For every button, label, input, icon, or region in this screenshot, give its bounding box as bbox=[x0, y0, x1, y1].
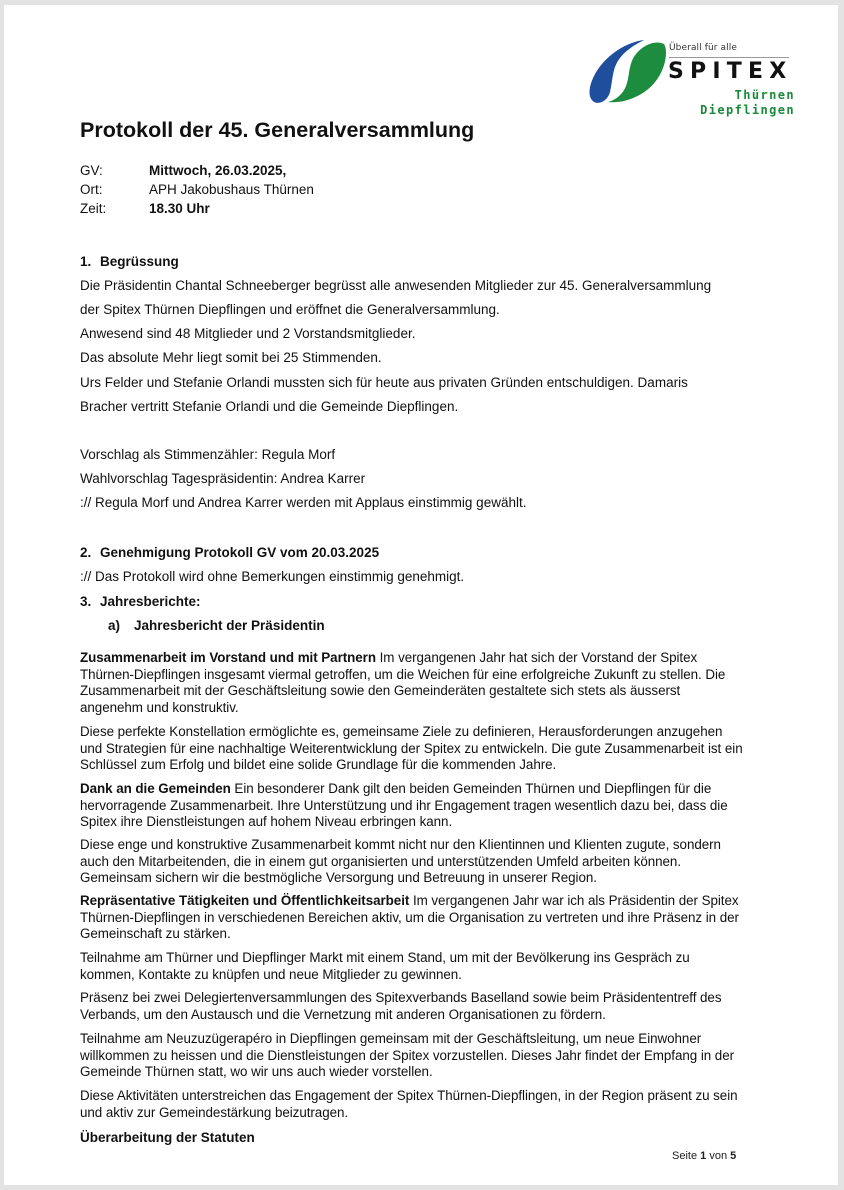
paragraph-text: Teilnahme am Thürner und Diepflinger Markt mit einem Stand, um mit der Bevölkerung ins Gespräch zu kommen, Kontakte zu knüpfen und neue Mitglieder zu gewinnen. bbox=[80, 950, 690, 982]
total-pages: 5 bbox=[730, 1150, 737, 1162]
report-paragraph bbox=[80, 781, 745, 831]
meta-value: 18.30 Uhr bbox=[149, 201, 210, 216]
page-title: Protokoll der 45. Generalversammlung bbox=[80, 118, 475, 142]
report-paragraph bbox=[80, 990, 745, 1023]
meta-label: Ort: bbox=[80, 182, 103, 197]
report-paragraph bbox=[80, 1088, 745, 1121]
section-3-heading bbox=[80, 594, 201, 609]
report-paragraph bbox=[80, 724, 745, 774]
section-2-heading bbox=[80, 545, 379, 560]
page-number bbox=[672, 1150, 736, 1162]
subsection-a-heading bbox=[108, 618, 325, 633]
section-1-line: Urs Felder und Stefanie Orlandi mussten sich für heute aus privaten Gründen entschuldigen. Damaris bbox=[80, 375, 688, 390]
page-label: Seite bbox=[672, 1150, 701, 1162]
vote-result: :// Regula Morf und Andrea Karrer werden mit Applaus einstimmig gewählt. bbox=[80, 495, 527, 510]
page-of-label: von bbox=[706, 1150, 731, 1162]
spitex-logo-icon bbox=[586, 38, 666, 104]
report-paragraph bbox=[80, 1031, 745, 1081]
current-page: 1 bbox=[700, 1150, 707, 1162]
section-2-result: :// Das Protokoll wird ohne Bemerkungen einstimmig genehmigt. bbox=[80, 569, 465, 584]
meta-label: GV: bbox=[80, 163, 103, 178]
paragraph-text: Diese perfekte Konstellation ermöglichte es, gemeinsame Ziele zu definieren, Herausforderungen anzugehen und Strategien für eine nachhaltige Weiterentwicklung der Spitex zu entwickeln. Die gute Zusammenarbeit ist ein Schlüssel zum Erfolg und bildet eine solide Grundlage für die kommenden Jahre. bbox=[80, 724, 743, 772]
vote-line: Wahlvorschlag Tagespräsidentin: Andrea Karrer bbox=[80, 471, 366, 486]
paragraph-lead: Repräsentative Tätigkeiten und Öffentlichkeitsarbeit bbox=[80, 893, 410, 908]
paragraph-text: Teilnahme am Neuzuzügerapéro in Diepflingen gemeinsam mit der Geschäftsleitung, um neue Einwohner willkommen zu heissen und die Dienstleistungen der Spitex vorzustellen. Dieses Jahr findet der Empfang in der Gemeinde Thürnen statt, wo wir uns auch wieder vorstellen. bbox=[80, 1031, 735, 1079]
section-1-line: Bracher vertritt Stefanie Orlandi und die Gemeinde Diepflingen. bbox=[80, 399, 459, 414]
subsection-letter: a) bbox=[108, 618, 121, 633]
logo-location-1: Thürnen bbox=[734, 88, 795, 102]
report-paragraph bbox=[80, 950, 745, 983]
report-paragraph bbox=[80, 650, 745, 716]
section-title: Begrüssung bbox=[100, 254, 179, 269]
section-title: Genehmigung Protokoll GV vom 20.03.2025 bbox=[100, 545, 380, 560]
logo-divider bbox=[669, 57, 789, 58]
meta-row-gv bbox=[80, 163, 286, 178]
vote-line: Vorschlag als Stimmenzähler: Regula Morf bbox=[80, 447, 336, 462]
section-1-line: Anwesend sind 48 Mitglieder und 2 Vorstandsmitglieder. bbox=[80, 326, 416, 341]
paragraph-text: Ein besonderer Dank gilt den beiden Gemeinden Thürnen und Diepflingen für die hervorragende Zusammenarbeit. Ihre Unterstützung und ihr Engagement tragen wesentlich dazu bei, dass die Spitex ihre Dienstleistungen auf hohem Niveau erbringen kann. bbox=[80, 781, 728, 829]
section-number: 3. bbox=[80, 594, 92, 609]
report-paragraph bbox=[80, 837, 745, 887]
paragraph-text: Im vergangenen Jahr war ich als Präsidentin der Spitex Thürnen-Diepflingen in verschiedenen Bereichen aktiv, um die Organisation zu vertreten und ihre Präsenz in der Gemeinschaft zu stärken. bbox=[80, 893, 739, 941]
section-1-line: Das absolute Mehr liegt somit bei 25 Stimmenden. bbox=[80, 350, 382, 365]
paragraph-text: Diese Aktivitäten unterstreichen das Engagement der Spitex Thürnen-Diepflingen, in der Region präsent zu sein und aktiv zur Gemeindestärkung beizutragen. bbox=[80, 1088, 738, 1120]
section-number: 1. bbox=[80, 254, 92, 269]
paragraph-text: Präsenz bei zwei Delegiertenversammlungen des Spitexverbands Baselland sowie beim Präsidententreff des Verbands, um den Austausch und die Vernetzung mit anderen Organisationen zu fördern. bbox=[80, 990, 722, 1022]
paragraph-text: Diese enge und konstruktive Zusammenarbeit kommt nicht nur den Klientinnen und Klienten zugute, sondern auch den Mitarbeitenden, die in einem gut organisierten und unterstützenden Umfeld arbeiten können. Gemeinsam sichern wir die bestmögliche Versorgung und Betreuung in unserer Region. bbox=[80, 837, 721, 885]
statutes-heading: Überarbeitung der Statuten bbox=[80, 1130, 255, 1145]
section-1-heading bbox=[80, 254, 179, 269]
logo-tagline: Überall für alle bbox=[669, 43, 738, 53]
paragraph-text: Im vergangenen Jahr hat sich der Vorstand der Spitex Thürnen-Diepflingen insgesamt viermal getroffen, um die Weichen für eine erfolgreiche Zukunft zu stellen. Die Zusammenarbeit mit der Geschäftsleitung sowie den Gemeinderäten gestaltete sich stets als äusserst angenehm und konstruktiv. bbox=[80, 650, 726, 715]
section-1-line: Die Präsidentin Chantal Schneeberger begrüsst alle anwesenden Mitglieder zur 45. Generalversammlung bbox=[80, 278, 712, 293]
logo-name: SPITEX bbox=[668, 59, 793, 84]
section-title: Jahresberichte: bbox=[100, 594, 201, 609]
meta-value: Mittwoch, 26.03.2025, bbox=[149, 163, 287, 178]
section-1-line: der Spitex Thürnen Diepflingen und eröffnet die Generalversammlung. bbox=[80, 302, 500, 317]
meta-row-zeit bbox=[80, 201, 210, 216]
logo-location-2: Diepflingen bbox=[700, 103, 795, 117]
meta-label: Zeit: bbox=[80, 201, 107, 216]
subsection-title: Jahresbericht der Präsidentin bbox=[134, 618, 325, 633]
section-number: 2. bbox=[80, 545, 92, 560]
paragraph-lead: Dank an die Gemeinden bbox=[80, 781, 231, 796]
meta-value: APH Jakobushaus Thürnen bbox=[149, 182, 314, 197]
report-paragraph bbox=[80, 893, 745, 943]
paragraph-lead: Zusammenarbeit im Vorstand und mit Partnern bbox=[80, 650, 376, 665]
meta-row-ort bbox=[80, 182, 314, 197]
